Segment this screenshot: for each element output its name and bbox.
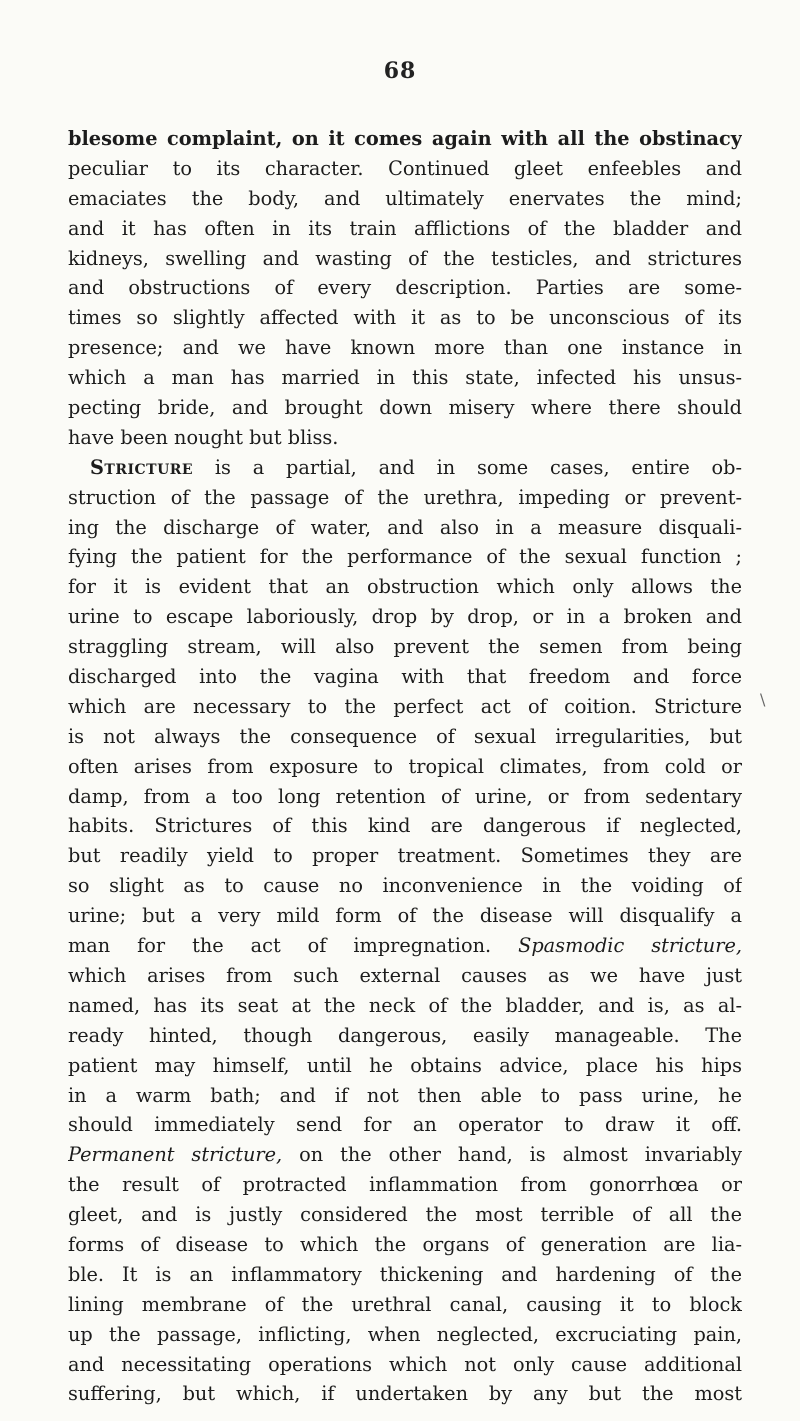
text-line: for it is evident that an obstruction which only allows the	[68, 575, 742, 599]
text-line: named, has its seat at the neck of the bladder, and is, as al-	[68, 993, 742, 1017]
text-line: gleet, and is justly considered the most terrible of all the	[68, 1203, 742, 1227]
page-number: 68	[383, 58, 417, 84]
text-line: times so slightly affected with it as to be unconscious of its	[68, 306, 742, 330]
text-line-stricture-heading	[68, 453, 742, 483]
term-spasmodic-stricture: Spasmodic stricture,	[518, 934, 742, 958]
text-line: ble. It is an inflammatory thickening and hardening of the	[68, 1262, 742, 1286]
text-line: peculiar to its character. Continued gleet enfeebles and	[68, 156, 742, 180]
text-line: which arises from such external causes as we have just	[68, 963, 742, 987]
text-line: have been nought but bliss.	[68, 425, 339, 449]
text-line: kidneys, swelling and wasting of the testicles, and strictures	[68, 246, 742, 270]
body-text	[68, 124, 742, 1409]
text-line: and it has often in its train afflictions of the bladder and	[68, 216, 742, 240]
text-line: fying the patient for the performance of the sexual function ;	[68, 545, 742, 569]
term-permanent-stricture: Permanent stricture,	[68, 1143, 283, 1167]
text-line: suffering, but which, if undertaken by any but the most	[68, 1382, 742, 1406]
text-line: which a man has married in this state, infected his unsus-	[68, 366, 742, 390]
text-line-permanent	[68, 1140, 742, 1170]
text-line: so slight as to cause no inconvenience in the voiding of	[68, 874, 742, 898]
text-line: forms of disease to which the organs of generation are lia-	[68, 1232, 742, 1256]
text-line: presence; and we have known more than one instance in	[68, 336, 742, 360]
text-line: pecting bride, and brought down misery where there should	[68, 396, 742, 420]
margin-mark: \	[760, 690, 766, 709]
text-line: the result of protracted inflammation from gonorrhœa or	[68, 1173, 742, 1197]
text-line: straggling stream, will also prevent the semen from being	[68, 635, 742, 659]
text-line: lining membrane of the urethral canal, causing it to block	[68, 1292, 742, 1316]
text-line: struction of the passage of the urethra, impeding or prevent-	[68, 485, 742, 509]
term-stricture: Stricture	[90, 455, 194, 479]
text-line-spasmodic	[68, 931, 742, 961]
text-fragment: on the other hand, is almost invariably	[282, 1143, 742, 1167]
text-line: often arises from exposure to tropical climates, from cold or	[68, 754, 742, 778]
text-line: emaciates the body, and ultimately enervates the mind;	[68, 186, 742, 210]
text-line: discharged into the vagina with that freedom and force	[68, 665, 742, 689]
text-fragment: man for the act of impregnation.	[68, 934, 492, 958]
text-line: damp, from a too long retention of urine, or from sedentary	[68, 784, 742, 808]
text-line: up the passage, inflicting, when neglected, excruciating pain,	[68, 1322, 742, 1346]
text-line: patient may himself, until he obtains advice, place his hips	[68, 1053, 742, 1077]
text-line: and obstructions of every description. Parties are some-	[68, 276, 742, 300]
text-line: in a warm bath; and if not then able to pass urine, he	[68, 1083, 742, 1107]
text-line: blesome complaint, on it comes again with all the obstinacy	[68, 127, 742, 150]
text-line: which are necessary to the perfect act of coition. Stricture	[68, 694, 742, 718]
text-fragment: is a partial, and in some cases, entire ob-	[193, 455, 742, 479]
text-line: ing the discharge of water, and also in a measure disquali-	[68, 515, 742, 539]
text-line: should immediately send for an operator to draw it off.	[68, 1113, 742, 1137]
text-line: and necessitating operations which not only cause additional	[68, 1352, 742, 1376]
text-line: ready hinted, though dangerous, easily manageable. The	[68, 1023, 742, 1047]
text-line: but readily yield to proper treatment. Sometimes they are	[68, 844, 742, 868]
text-line: is not always the consequence of sexual irregularities, but	[68, 724, 742, 748]
text-line: urine; but a very mild form of the disease will disqualify a	[68, 904, 742, 928]
text-line: urine to escape laboriously, drop by drop, or in a broken and	[68, 605, 742, 629]
text-line: habits. Strictures of this kind are dangerous if neglected,	[68, 814, 742, 838]
